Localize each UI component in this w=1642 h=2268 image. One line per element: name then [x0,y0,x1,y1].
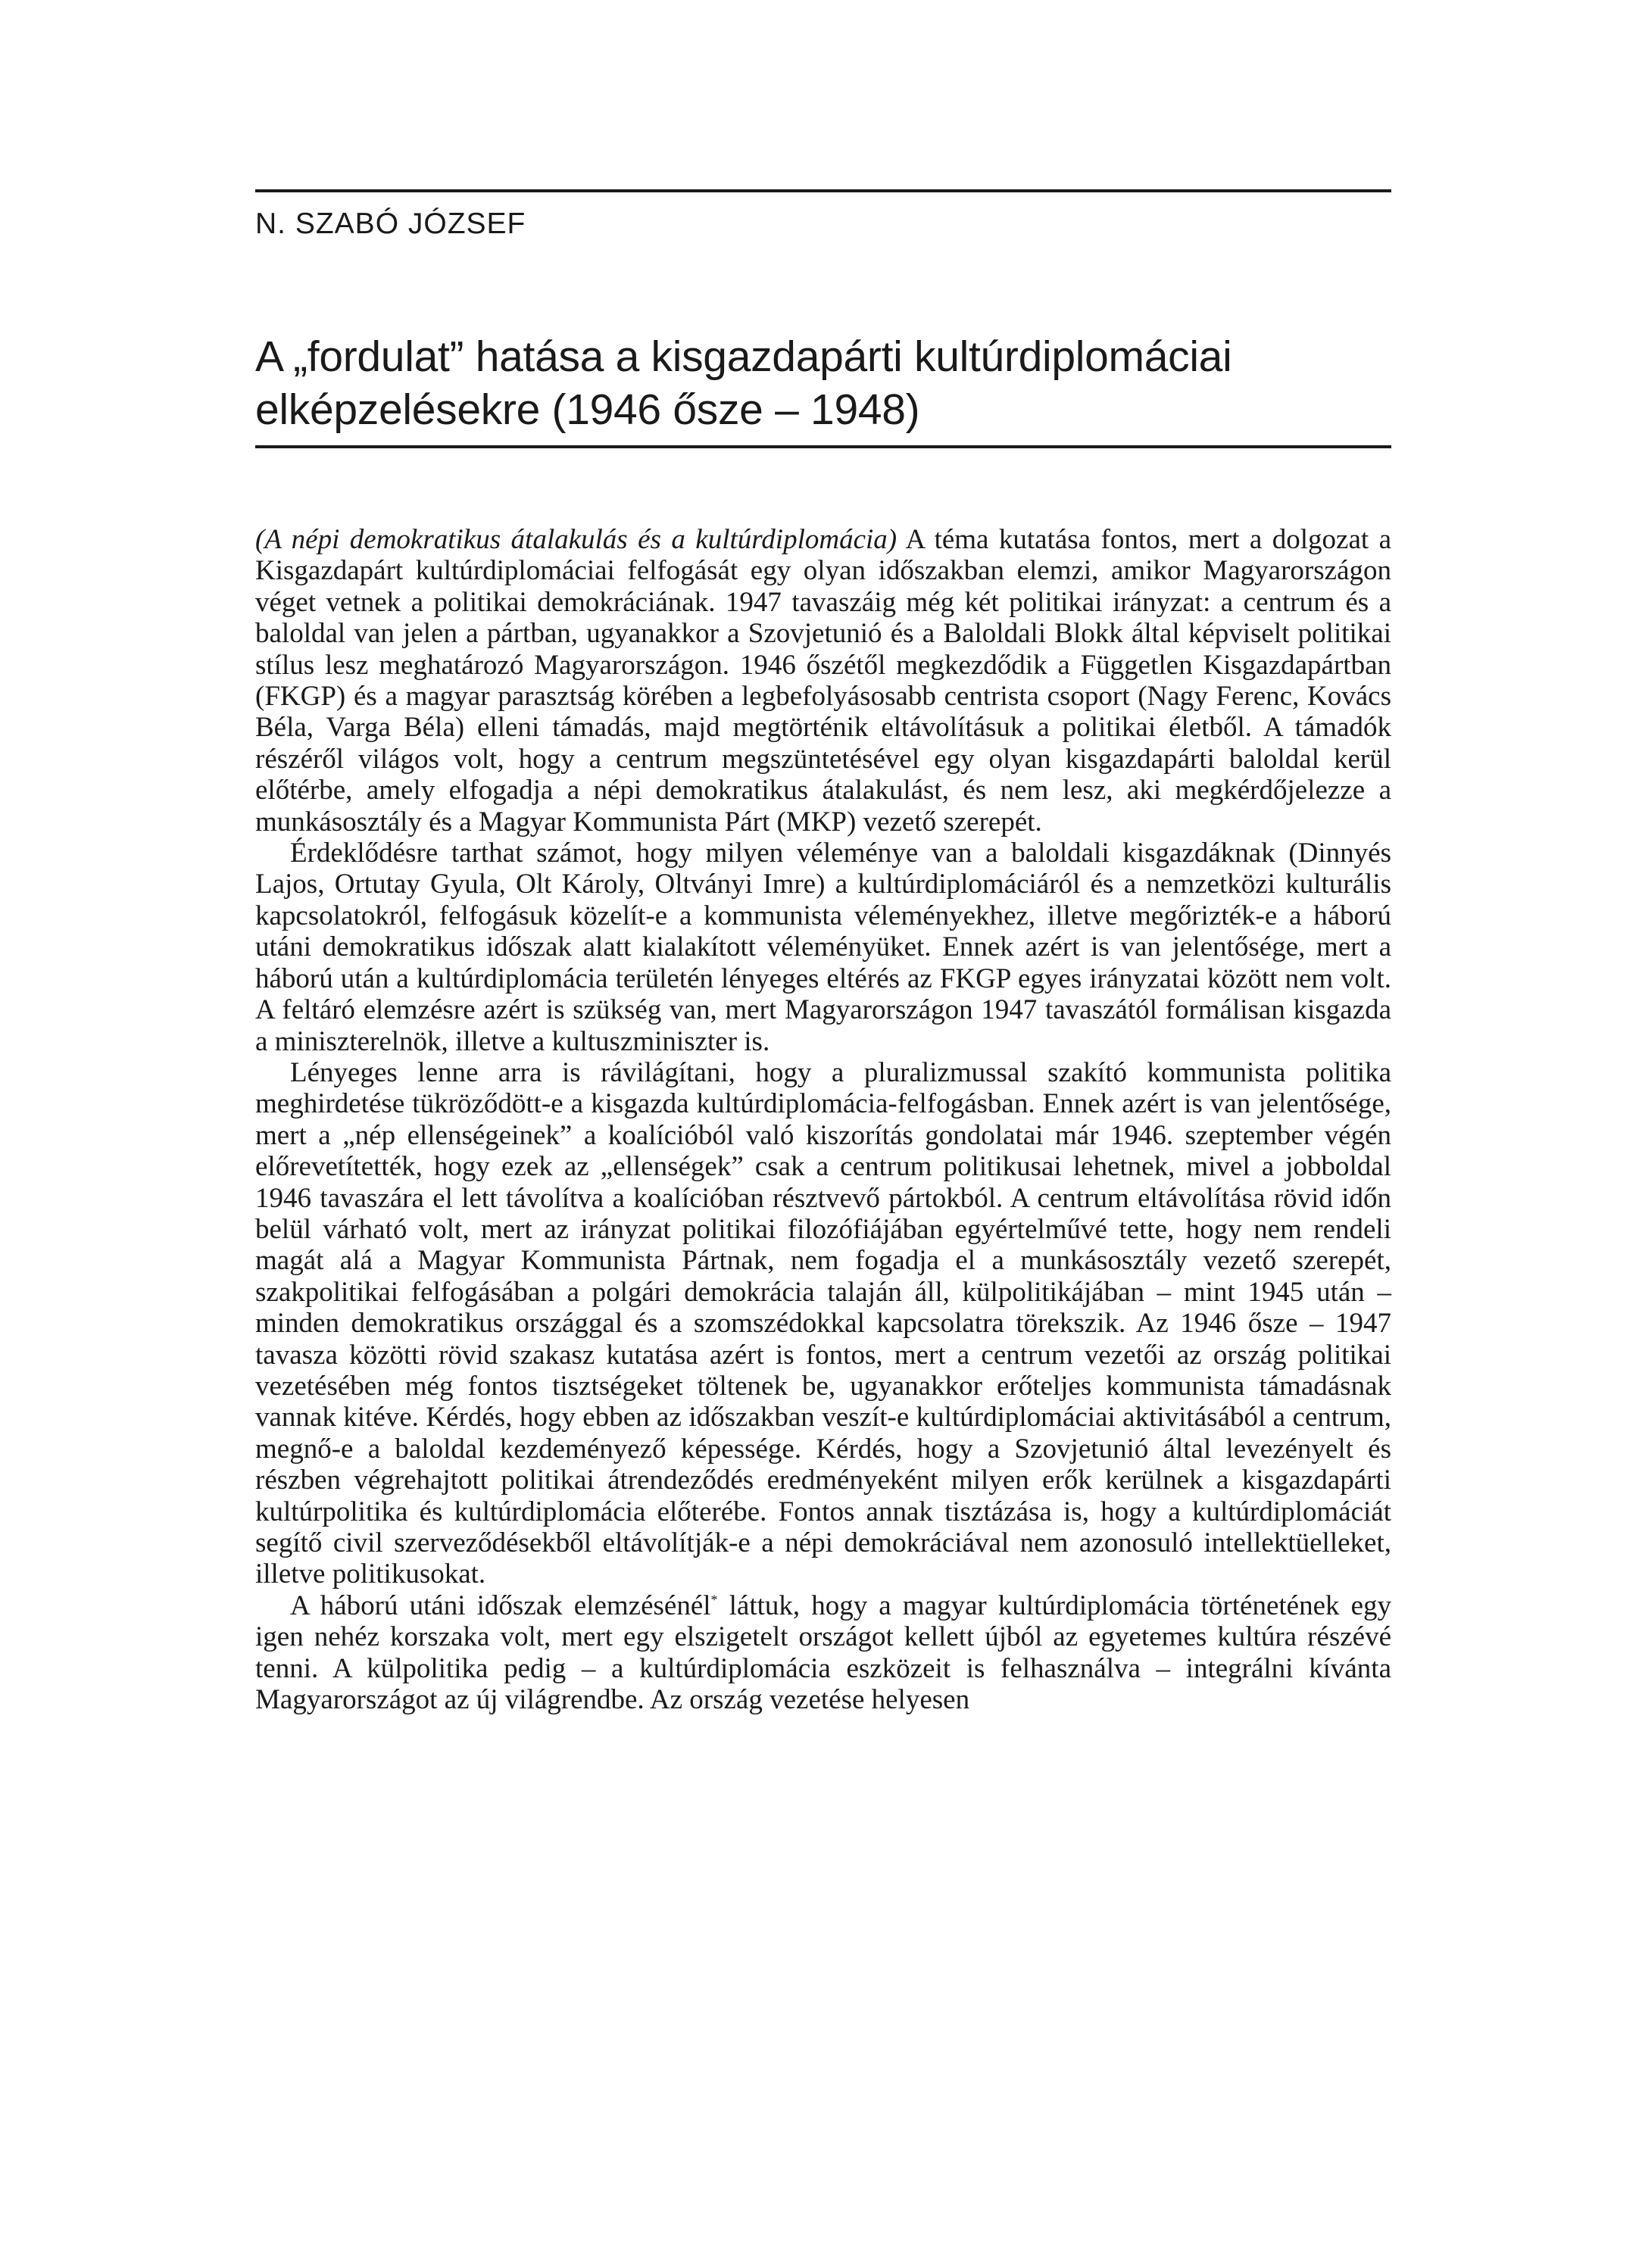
paragraph-3: Lényeges lenne arra is rávilágítani, hogy a pluralizmussal szakító kommunista politika meghirdetése tükröződött-e a kisgazda kultúrdiplomácia-felfogásban. Ennek azért is van jelentősége, mert a „nép ellenségeinek” a koalícióból való kiszorítás gondolatai már 1946. szeptember végén előrevetítették, hogy ezek az „ellenségek” csak a centrum politikusai lehetnek, mivel a jobboldal 1946 tavaszára el lett távolítva a koalícióban résztvevő pártokból. A centrum eltávolítása rövid időn belül várható volt, mert az irányzat politikai filozófiájában egyértelművé tette, hogy nem rendeli magát alá a Magyar Kommunista Pártnak, nem fogadja el a munkásosztály vezető szerepét, szakpolitikai felfogásában a polgári demokrácia talaján áll, külpolitikájában – mint 1945 után – minden demokratikus országgal és a szomszédokkal kapcsolatra törekszik. Az 1946 ősze – 1947 tavasza közötti rövid szakasz kutatása azért is fontos, mert a centrum vezetői az ország politikai vezetésében még fontos tisztségeket töltenek be, ugyanakkor erőteljes kommunista támadásnak vannak kitéve. Kérdés, hogy ebben az időszakban veszít-e kultúrdiplomáciai aktivitásából a centrum, megnő-e a baloldal kezdeményező képessége. Kérdés, hogy a Szovjetunió által levezényelt és részben végrehajtott politikai átrendeződés eredményeként milyen erők kerülnek a kisgazdapárti kultúrpolitika és kultúrdiplomácia előterébe. Fontos annak tisztázása is, hogy a kultúrdiplomáciát segítő civil szerveződésekből eltávolítják-e a népi demokráciával nem azonosuló intellektüelleket, illetve politikusokat. [255,1056,1391,1590]
paragraph-4-text-a: A háború utáni időszak elemzésénél [290,1589,711,1621]
title-rule [255,445,1391,448]
paragraph-1-text: A téma kutatása fontos, mert a dolgozat a Kisgazdapárt kultúrdiplomáciai felfogását egy olyan időszakban elemzi, amikor Magyarországon véget vetnek a politikai demokráciának. 1947 tavaszáig még két politikai irányzat: a centrum és a baloldal van jelen a pártban, ugyanakkor a Szovjetunió és a Baloldali Blokk által képviselt politikai stílus lesz meghatározó Magyarországon. 1946 őszétől megkezdődik a Független Kisgazdapártban (FKGP) és a magyar parasztság körében a legbefolyásosabb centrista csoport (Nagy Ferenc, Kovács Béla, Varga Béla) elleni támadás, majd megtörténik eltávolításuk a politikai életből. A támadók részéről világos volt, hogy a centrum megszüntetésével egy olyan kisgazdapárti baloldal kerül előtérbe, amely elfogadja a népi demokratikus átalakulást, és nem lesz, aki megkérdőjelezze a munkásosztály és a Magyar Kommunista Párt (MKP) vezető szerepét. [255,524,1391,838]
header-rule [255,189,1391,192]
paragraph-1 [255,524,1391,838]
article-title: A „fordulat” hatása a kisgazdapárti kultúrdiplomáciai elképzelésekre (1946 ősze – 1948) [255,332,1232,434]
footnote-marker[interactable]: * [710,1592,718,1608]
paragraph-4 [255,1590,1391,1716]
article-body [255,524,1391,1715]
paragraph-2: Érdeklődésre tarthat számot, hogy milyen véleménye van a baloldali kisgazdáknak (Dinnyés Lajos, Ortutay Gyula, Olt Károly, Oltványi Imre) a kultúrdiplomáciáról és a nemzetközi kulturális kapcsolatokról, felfogásuk közelít-e a kommunista véleményekhez, illetve megőrizték-e a háború utáni demokratikus időszak alatt kialakított véleményüket. Ennek azért is van jelentősége, mert a háború után a kultúrdiplomácia területén lényeges eltérés az FKGP egyes irányzatai között nem volt. A feltáró elemzésre azért is szükség van, mert Magyarországon 1947 tavaszától formálisan kisgazda a miniszterelnök, illetve a kultuszminiszter is. [255,838,1391,1057]
author-name: N. SZABÓ JÓZSEF [255,207,526,240]
paragraph-4-text-b: láttuk, hogy a magyar kultúrdiplomácia történetének egy igen nehéz korszaka volt, mert egy elszigetelt országot kellett újból az egyetemes kultúra részévé tenni. A külpolitika pedig – a kultúrdiplomácia eszközeit is felhasználva – integrálni kívánta Magyarországot az új világrendbe. Az ország vezetése helyesen [255,1589,1392,1716]
section-lead: (A népi demokratikus átalakulás és a kultúrdiplomácia) [255,524,897,555]
page [255,189,1391,1715]
